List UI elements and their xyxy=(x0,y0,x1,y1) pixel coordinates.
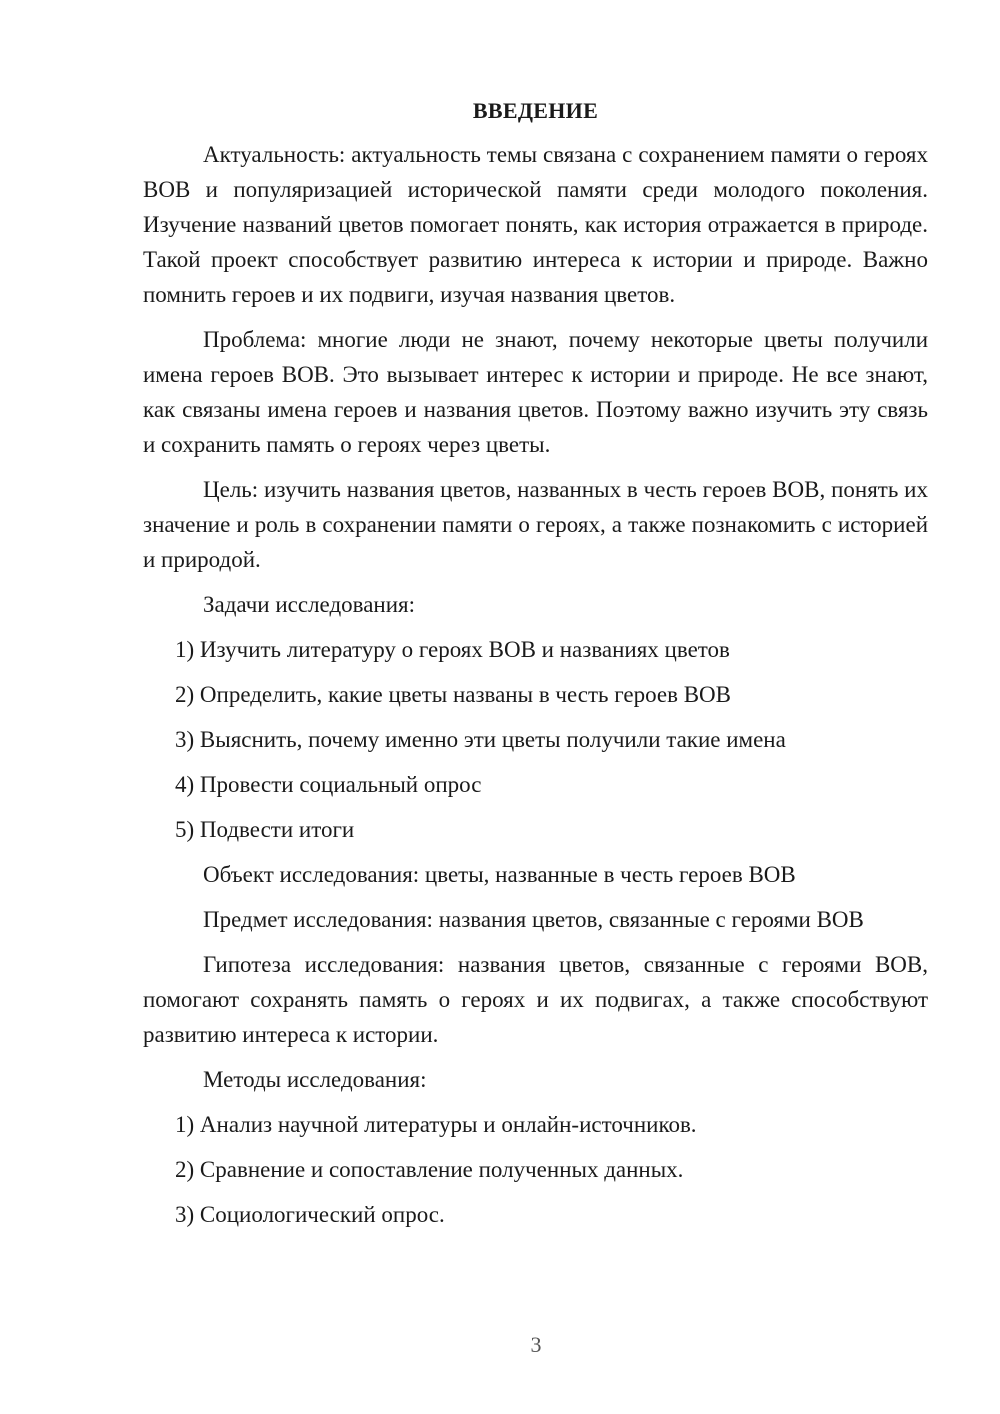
list-item: 3) Социологический опрос. xyxy=(175,1202,445,1227)
section-title: ВВЕДЕНИЕ xyxy=(472,98,599,123)
document-body xyxy=(143,96,928,1242)
list-item: 2) Сравнение и сопоставление полученных данных. xyxy=(175,1157,684,1182)
page-number: 3 xyxy=(530,1332,542,1357)
subject-line: Предмет исследования: названия цветов, связанные с героями ВОВ xyxy=(203,907,864,932)
methods-label: Методы исследования: xyxy=(203,1067,427,1092)
list-item: 4) Провести социальный опрос xyxy=(175,772,482,797)
goal-paragraph: Цель: изучить названия цветов, названных в честь героев ВОВ, понять их значение и роль в сохранении памяти о героях, а также познакомить с историей и природой. xyxy=(143,477,928,572)
list-item: 5) Подвести итоги xyxy=(175,817,355,842)
list-item: 1) Изучить литературу о героях ВОВ и названиях цветов xyxy=(175,637,730,662)
list-item: 3) Выяснить, почему именно эти цветы получили такие имена xyxy=(175,727,786,752)
list-item: 2) Определить, какие цветы названы в честь героев ВОВ xyxy=(175,682,732,707)
tasks-list xyxy=(143,632,928,847)
hypothesis-paragraph: Гипотеза исследования: названия цветов, связанные с героями ВОВ, помогают сохранять память о героях и их подвигах, а также способствуют развитию интереса к истории. xyxy=(143,952,928,1047)
methods-list xyxy=(143,1107,928,1232)
list-item: 1) Анализ научной литературы и онлайн-источников. xyxy=(175,1112,697,1137)
relevance-paragraph: Актуальность: актуальность темы связана с сохранением памяти о героях ВОВ и популяризацией исторической памяти среди молодого поколения. Изучение названий цветов помогает понять, как история отражается в природе. Такой проект способствует развитию интереса к истории и природе. Важно помнить героев и их подвиги, изучая названия цветов. xyxy=(143,142,928,307)
tasks-label: Задачи исследования: xyxy=(203,592,416,617)
problem-paragraph: Проблема: многие люди не знают, почему некоторые цветы получили имена героев ВОВ. Это вызывает интерес к истории и природе. Не все знают, как связаны имена героев и названия цветов. Поэтому важно изучить эту связь и сохранить память о героях через цветы. xyxy=(143,327,928,457)
object-line: Объект исследования: цветы, названные в честь героев ВОВ xyxy=(203,862,796,887)
